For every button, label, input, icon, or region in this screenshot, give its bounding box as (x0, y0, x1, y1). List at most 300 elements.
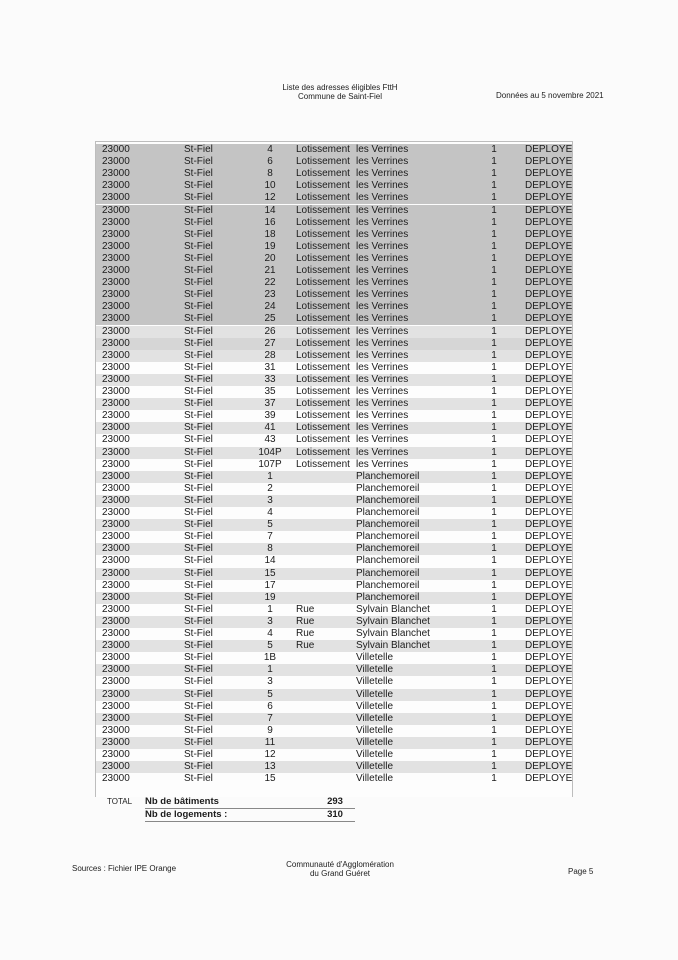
street-name-cell: les Verrines (356, 204, 409, 216)
quantity-cell: 1 (491, 531, 497, 543)
postal-code-cell: 23000 (102, 180, 130, 192)
postal-code-cell: 23000 (102, 688, 130, 700)
street-type-cell: Lotissement (296, 192, 350, 204)
commune-cell: St-Fiel (184, 252, 213, 264)
street-name-cell: Villetelle (356, 700, 394, 712)
status-cell: DEPLOYE (525, 265, 573, 276)
street-number-cell: 10 (264, 180, 276, 192)
street-name-cell: Planchemoreil (356, 591, 420, 603)
street-number-cell: 4 (267, 144, 273, 155)
street-name-cell: Planchemoreil (356, 579, 420, 591)
table-row (96, 410, 572, 422)
status-cell: DEPLOYE (525, 736, 573, 748)
street-type-cell: Lotissement (296, 240, 350, 252)
status-cell: DEPLOYE (525, 422, 573, 434)
table-row (96, 144, 572, 156)
quantity-cell: 1 (491, 289, 497, 301)
street-type-cell: Lotissement (296, 265, 350, 276)
quantity-cell: 1 (491, 373, 497, 385)
table-row (96, 737, 572, 749)
postal-code-cell: 23000 (102, 615, 130, 627)
quantity-cell: 1 (491, 519, 497, 531)
street-number-cell: 11 (264, 736, 276, 748)
commune-cell: St-Fiel (184, 567, 213, 579)
commune-cell: St-Fiel (184, 434, 213, 446)
street-name-cell: les Verrines (356, 361, 409, 373)
postal-code-cell: 23000 (102, 712, 130, 724)
commune-cell: St-Fiel (184, 144, 213, 155)
postal-code-cell: 23000 (102, 628, 130, 639)
commune-cell: St-Fiel (184, 507, 213, 518)
street-type-cell: Rue (296, 628, 315, 639)
quantity-cell: 1 (491, 386, 497, 397)
commune-cell: St-Fiel (184, 531, 213, 543)
street-name-cell: Villetelle (356, 761, 394, 773)
street-number-cell: 37 (264, 398, 276, 410)
table-row (96, 555, 572, 567)
status-cell: DEPLOYE (525, 144, 573, 155)
status-cell: DEPLOYE (525, 301, 573, 313)
street-number-cell: 107P (258, 458, 282, 470)
table-row (96, 326, 572, 338)
street-type-cell: Rue (296, 615, 315, 627)
table-row (96, 301, 572, 313)
table-row (96, 761, 572, 773)
commune-cell: St-Fiel (184, 228, 213, 240)
commune-cell: St-Fiel (184, 749, 213, 760)
street-name-cell: les Verrines (356, 180, 409, 192)
quantity-cell: 1 (491, 761, 497, 773)
address-table (95, 141, 573, 797)
status-cell: DEPLOYE (525, 446, 573, 458)
postal-code-cell: 23000 (102, 204, 130, 216)
postal-code-cell: 23000 (102, 410, 130, 422)
status-cell: DEPLOYE (525, 579, 573, 591)
table-row (96, 568, 572, 580)
postal-code-cell: 23000 (102, 156, 130, 168)
street-name-cell: les Verrines (356, 168, 409, 180)
status-cell: DEPLOYE (525, 168, 573, 180)
status-cell: DEPLOYE (525, 349, 573, 361)
status-cell: DEPLOYE (525, 494, 573, 506)
table-row (96, 241, 572, 253)
status-cell: DEPLOYE (525, 615, 573, 627)
street-number-cell: 9 (267, 724, 273, 736)
table-row (96, 156, 572, 168)
quantity-cell: 1 (491, 773, 497, 785)
commune-cell: St-Fiel (184, 325, 213, 337)
postal-code-cell: 23000 (102, 434, 130, 446)
quantity-cell: 1 (491, 458, 497, 470)
street-number-cell: 8 (267, 168, 273, 180)
commune-cell: St-Fiel (184, 628, 213, 639)
postal-code-cell: 23000 (102, 773, 130, 785)
postal-code-cell: 23000 (102, 591, 130, 603)
street-number-cell: 7 (267, 712, 273, 724)
table-row (96, 773, 572, 785)
table-row (96, 338, 572, 350)
postal-code-cell: 23000 (102, 168, 130, 180)
quantity-cell: 1 (491, 482, 497, 494)
quantity-cell: 1 (491, 410, 497, 422)
commune-cell: St-Fiel (184, 265, 213, 276)
table-row (96, 434, 572, 446)
postal-code-cell: 23000 (102, 337, 130, 349)
street-number-cell: 3 (267, 494, 273, 506)
buildings-count-label: Nb de bâtiments (145, 796, 315, 809)
commune-cell: St-Fiel (184, 603, 213, 615)
street-number-cell: 35 (264, 386, 276, 397)
commune-cell: St-Fiel (184, 688, 213, 700)
street-number-cell: 26 (264, 325, 276, 337)
status-cell: DEPLOYE (525, 192, 573, 204)
quantity-cell: 1 (491, 192, 497, 204)
street-type-cell: Lotissement (296, 156, 350, 168)
status-cell: DEPLOYE (525, 676, 573, 688)
street-number-cell: 25 (264, 313, 276, 325)
commune-cell: St-Fiel (184, 736, 213, 748)
commune-cell: St-Fiel (184, 398, 213, 410)
table-row (96, 217, 572, 229)
status-cell: DEPLOYE (525, 325, 573, 337)
status-cell: DEPLOYE (525, 628, 573, 639)
postal-code-cell: 23000 (102, 749, 130, 760)
status-cell: DEPLOYE (525, 664, 573, 676)
street-type-cell: Lotissement (296, 410, 350, 422)
status-cell: DEPLOYE (525, 410, 573, 422)
status-cell: DEPLOYE (525, 712, 573, 724)
table-row (96, 180, 572, 192)
street-name-cell: Planchemoreil (356, 567, 420, 579)
postal-code-cell: 23000 (102, 216, 130, 228)
street-type-cell: Lotissement (296, 398, 350, 410)
commune-cell: St-Fiel (184, 180, 213, 192)
table-row (96, 689, 572, 701)
quantity-cell: 1 (491, 337, 497, 349)
commune-cell: St-Fiel (184, 386, 213, 397)
commune-cell: St-Fiel (184, 519, 213, 531)
street-type-cell: Lotissement (296, 228, 350, 240)
table-row (96, 277, 572, 289)
postal-code-cell: 23000 (102, 422, 130, 434)
postal-code-cell: 23000 (102, 386, 130, 397)
status-cell: DEPLOYE (525, 700, 573, 712)
street-type-cell: Lotissement (296, 337, 350, 349)
street-name-cell: les Verrines (356, 240, 409, 252)
commune-cell: St-Fiel (184, 470, 213, 482)
status-cell: DEPLOYE (525, 773, 573, 785)
table-row (96, 652, 572, 664)
status-cell: DEPLOYE (525, 543, 573, 555)
buildings-count-value: 293 (315, 796, 355, 809)
status-cell: DEPLOYE (525, 482, 573, 494)
commune-cell: St-Fiel (184, 156, 213, 168)
quantity-cell: 1 (491, 628, 497, 639)
quantity-cell: 1 (491, 603, 497, 615)
street-number-cell: 43 (264, 434, 276, 446)
street-number-cell: 12 (264, 192, 276, 204)
postal-code-cell: 23000 (102, 373, 130, 385)
commune-cell: St-Fiel (184, 676, 213, 688)
street-type-cell: Lotissement (296, 216, 350, 228)
quantity-cell: 1 (491, 180, 497, 192)
commune-cell: St-Fiel (184, 349, 213, 361)
commune-cell: St-Fiel (184, 204, 213, 216)
postal-code-cell: 23000 (102, 724, 130, 736)
commune-cell: St-Fiel (184, 615, 213, 627)
street-type-cell: Rue (296, 603, 315, 615)
street-number-cell: 17 (264, 579, 276, 591)
commune-cell: St-Fiel (184, 555, 213, 567)
street-number-cell: 1B (263, 652, 277, 664)
postal-code-cell: 23000 (102, 640, 130, 652)
table-row (96, 205, 572, 217)
commune-cell: St-Fiel (184, 192, 213, 204)
quantity-cell: 1 (491, 446, 497, 458)
status-cell: DEPLOYE (525, 724, 573, 736)
quantity-cell: 1 (491, 591, 497, 603)
commune-cell: St-Fiel (184, 337, 213, 349)
street-name-cell: Planchemoreil (356, 507, 420, 518)
street-number-cell: 6 (267, 156, 273, 168)
street-name-cell: Villetelle (356, 749, 394, 760)
commune-cell: St-Fiel (184, 422, 213, 434)
status-cell: DEPLOYE (525, 591, 573, 603)
street-name-cell: les Verrines (356, 434, 409, 446)
postal-code-cell: 23000 (102, 277, 130, 289)
table-row (96, 640, 572, 652)
street-type-cell: Lotissement (296, 458, 350, 470)
totals-label: TOTAL (107, 797, 133, 806)
table-row (96, 616, 572, 628)
street-name-cell: Villetelle (356, 676, 394, 688)
postal-code-cell: 23000 (102, 700, 130, 712)
quantity-cell: 1 (491, 736, 497, 748)
status-cell: DEPLOYE (525, 434, 573, 446)
footer-source: Sources : Fichier IPE Orange (72, 864, 177, 873)
table-row (96, 725, 572, 737)
street-number-cell: 13 (264, 761, 276, 773)
status-cell: DEPLOYE (525, 156, 573, 168)
status-cell: DEPLOYE (525, 228, 573, 240)
quantity-cell: 1 (491, 724, 497, 736)
table-row (96, 676, 572, 688)
status-cell: DEPLOYE (525, 458, 573, 470)
housing-count-value: 310 (315, 809, 355, 822)
table-row (96, 362, 572, 374)
quantity-cell: 1 (491, 301, 497, 313)
table-row (96, 531, 572, 543)
street-number-cell: 1 (267, 470, 273, 482)
quantity-cell: 1 (491, 507, 497, 518)
footer-organization (245, 860, 435, 878)
commune-cell: St-Fiel (184, 482, 213, 494)
street-number-cell: 14 (264, 555, 276, 567)
status-cell: DEPLOYE (525, 361, 573, 373)
street-type-cell: Lotissement (296, 373, 350, 385)
table-row (96, 229, 572, 241)
postal-code-cell: 23000 (102, 579, 130, 591)
commune-cell: St-Fiel (184, 724, 213, 736)
street-name-cell: Planchemoreil (356, 470, 420, 482)
street-name-cell: Planchemoreil (356, 494, 420, 506)
postal-code-cell: 23000 (102, 252, 130, 264)
table-row (96, 192, 572, 204)
street-name-cell: les Verrines (356, 301, 409, 313)
commune-cell: St-Fiel (184, 591, 213, 603)
status-cell: DEPLOYE (525, 749, 573, 760)
quantity-cell: 1 (491, 204, 497, 216)
commune-cell: St-Fiel (184, 289, 213, 301)
quantity-cell: 1 (491, 615, 497, 627)
commune-cell: St-Fiel (184, 446, 213, 458)
table-row (96, 253, 572, 265)
status-cell: DEPLOYE (525, 470, 573, 482)
street-type-cell: Rue (296, 640, 315, 652)
footer-org-line2: du Grand Guéret (309, 869, 371, 878)
postal-code-cell: 23000 (102, 458, 130, 470)
street-number-cell: 2 (267, 482, 273, 494)
status-cell: DEPLOYE (525, 603, 573, 615)
street-name-cell: les Verrines (356, 410, 409, 422)
status-cell: DEPLOYE (525, 240, 573, 252)
table-row (96, 495, 572, 507)
street-number-cell: 21 (264, 265, 276, 276)
status-cell: DEPLOYE (525, 507, 573, 518)
status-cell: DEPLOYE (525, 531, 573, 543)
street-name-cell: les Verrines (356, 216, 409, 228)
commune-cell: St-Fiel (184, 240, 213, 252)
postal-code-cell: 23000 (102, 664, 130, 676)
commune-cell: St-Fiel (184, 168, 213, 180)
quantity-cell: 1 (491, 265, 497, 276)
table-row (96, 168, 572, 180)
table-row (96, 471, 572, 483)
street-name-cell: Villetelle (356, 724, 394, 736)
quantity-cell: 1 (491, 422, 497, 434)
quantity-cell: 1 (491, 349, 497, 361)
postal-code-cell: 23000 (102, 144, 130, 155)
table-row (96, 422, 572, 434)
street-type-cell: Lotissement (296, 446, 350, 458)
status-cell: DEPLOYE (525, 688, 573, 700)
status-cell: DEPLOYE (525, 180, 573, 192)
document-title: Liste des adresses éligibles FttH (282, 83, 398, 92)
street-number-cell: 3 (267, 676, 273, 688)
street-type-cell: Lotissement (296, 386, 350, 397)
postal-code-cell: 23000 (102, 228, 130, 240)
status-cell: DEPLOYE (525, 652, 573, 664)
postal-code-cell: 23000 (102, 361, 130, 373)
street-number-cell: 6 (267, 700, 273, 712)
street-name-cell: les Verrines (356, 313, 409, 325)
street-number-cell: 1 (267, 664, 273, 676)
footer-org-line1: Communauté d'Agglomération (286, 860, 394, 869)
quantity-cell: 1 (491, 240, 497, 252)
postal-code-cell: 23000 (102, 289, 130, 301)
data-date: Données au 5 novembre 2021 (496, 91, 604, 100)
street-name-cell: Planchemoreil (356, 482, 420, 494)
street-number-cell: 28 (264, 349, 276, 361)
postal-code-cell: 23000 (102, 446, 130, 458)
street-name-cell: Villetelle (356, 773, 394, 785)
quantity-cell: 1 (491, 688, 497, 700)
street-name-cell: Villetelle (356, 652, 394, 664)
street-type-cell: Lotissement (296, 361, 350, 373)
commune-cell: St-Fiel (184, 712, 213, 724)
street-number-cell: 22 (264, 277, 276, 289)
street-number-cell: 15 (264, 567, 276, 579)
status-cell: DEPLOYE (525, 204, 573, 216)
document-header (250, 83, 430, 101)
street-type-cell: Lotissement (296, 422, 350, 434)
postal-code-cell: 23000 (102, 301, 130, 313)
postal-code-cell: 23000 (102, 349, 130, 361)
postal-code-cell: 23000 (102, 543, 130, 555)
commune-cell: St-Fiel (184, 361, 213, 373)
street-type-cell: Lotissement (296, 301, 350, 313)
table-row (96, 604, 572, 616)
quantity-cell: 1 (491, 712, 497, 724)
status-cell: DEPLOYE (525, 277, 573, 289)
status-cell: DEPLOYE (525, 386, 573, 397)
street-name-cell: les Verrines (356, 422, 409, 434)
street-number-cell: 12 (264, 749, 276, 760)
street-number-cell: 23 (264, 289, 276, 301)
quantity-cell: 1 (491, 156, 497, 168)
table-row (96, 580, 572, 592)
street-number-cell: 19 (264, 591, 276, 603)
street-number-cell: 15 (264, 773, 276, 785)
quantity-cell: 1 (491, 567, 497, 579)
street-type-cell: Lotissement (296, 277, 350, 289)
postal-code-cell: 23000 (102, 507, 130, 518)
street-number-cell: 3 (267, 615, 273, 627)
commune-cell: St-Fiel (184, 579, 213, 591)
commune-cell: St-Fiel (184, 373, 213, 385)
table-row (96, 483, 572, 495)
quantity-cell: 1 (491, 434, 497, 446)
street-type-cell: Lotissement (296, 313, 350, 325)
table-row (96, 313, 572, 325)
postal-code-cell: 23000 (102, 313, 130, 325)
street-name-cell: Planchemoreil (356, 543, 420, 555)
quantity-cell: 1 (491, 313, 497, 325)
postal-code-cell: 23000 (102, 761, 130, 773)
street-name-cell: Planchemoreil (356, 531, 420, 543)
postal-code-cell: 23000 (102, 736, 130, 748)
table-row (96, 701, 572, 713)
commune-cell: St-Fiel (184, 640, 213, 652)
quantity-cell: 1 (491, 664, 497, 676)
street-number-cell: 39 (264, 410, 276, 422)
street-name-cell: les Verrines (356, 373, 409, 385)
table-row (96, 507, 572, 519)
commune-cell: St-Fiel (184, 652, 213, 664)
status-cell: DEPLOYE (525, 313, 573, 325)
table-row (96, 374, 572, 386)
street-number-cell: 1 (267, 603, 273, 615)
status-cell: DEPLOYE (525, 555, 573, 567)
street-type-cell: Lotissement (296, 434, 350, 446)
housing-count-label: Nb de logements : (145, 809, 315, 822)
street-name-cell: les Verrines (356, 277, 409, 289)
street-name-cell: les Verrines (356, 265, 409, 276)
quantity-cell: 1 (491, 144, 497, 155)
postal-code-cell: 23000 (102, 555, 130, 567)
street-name-cell: les Verrines (356, 386, 409, 397)
street-number-cell: 27 (264, 337, 276, 349)
